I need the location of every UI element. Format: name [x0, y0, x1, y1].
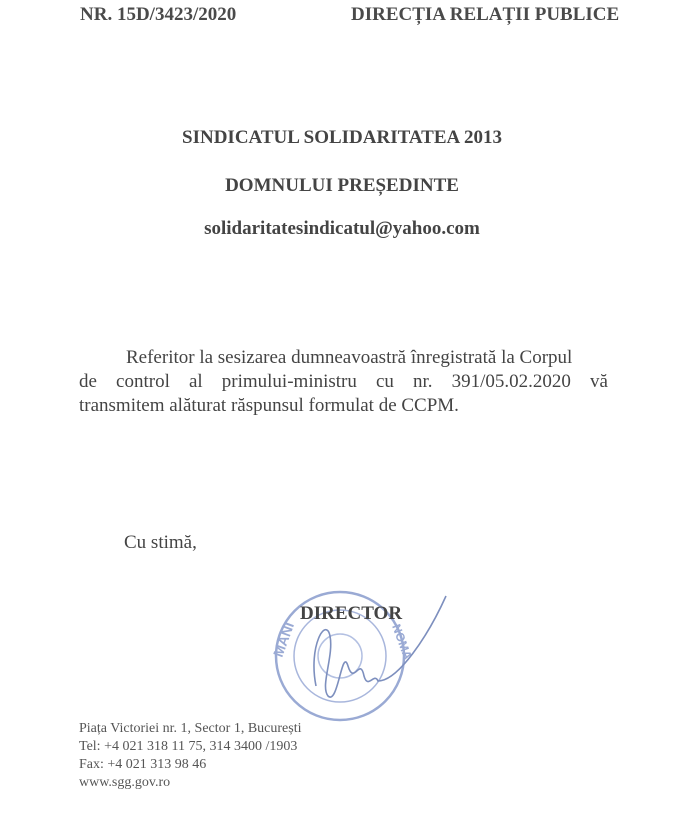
- svg-text:MANI: MANI: [269, 619, 298, 660]
- word: primului-ministru: [221, 371, 357, 392]
- svg-text:NOMA: NOMA: [389, 622, 415, 662]
- word: al: [188, 371, 203, 392]
- footer-telephone: Tel: +4 021 318 11 75, 314 3400 /1903: [79, 739, 298, 754]
- word: nr.: [413, 371, 433, 392]
- body-line-1: Referitor la sesizarea dumneavoastră înregistrată la Corpul: [126, 347, 573, 368]
- department-name: DIRECȚIA RELAȚII PUBLICE: [351, 4, 620, 25]
- word: cu: [375, 371, 394, 392]
- recipient-email: solidaritatesindicatul@yahoo.com: [204, 218, 480, 239]
- word: de: [79, 371, 97, 392]
- word: control: [116, 371, 170, 392]
- footer-address: Piața Victoriei nr. 1, Sector 1, București: [79, 721, 302, 736]
- word: vă: [590, 371, 608, 392]
- recipient-organization: SINDICATUL SOLIDARITATEA 2013: [182, 127, 502, 148]
- word: 391/05.02.2020: [451, 371, 571, 392]
- recipient-addressee: DOMNULUI PREȘEDINTE: [225, 175, 459, 196]
- reference-number: NR. 15D/3423/2020: [80, 4, 237, 25]
- footer-website[interactable]: www.sgg.gov.ro: [79, 775, 171, 790]
- closing-salutation: Cu stimă,: [124, 532, 197, 553]
- body-line-3: transmitem alăturat răspunsul formulat de CCPM.: [79, 395, 459, 416]
- body-line-2: [79, 370, 608, 394]
- footer-fax: Fax: +4 021 313 98 46: [79, 757, 207, 772]
- signature-title: DIRECTOR: [300, 603, 403, 624]
